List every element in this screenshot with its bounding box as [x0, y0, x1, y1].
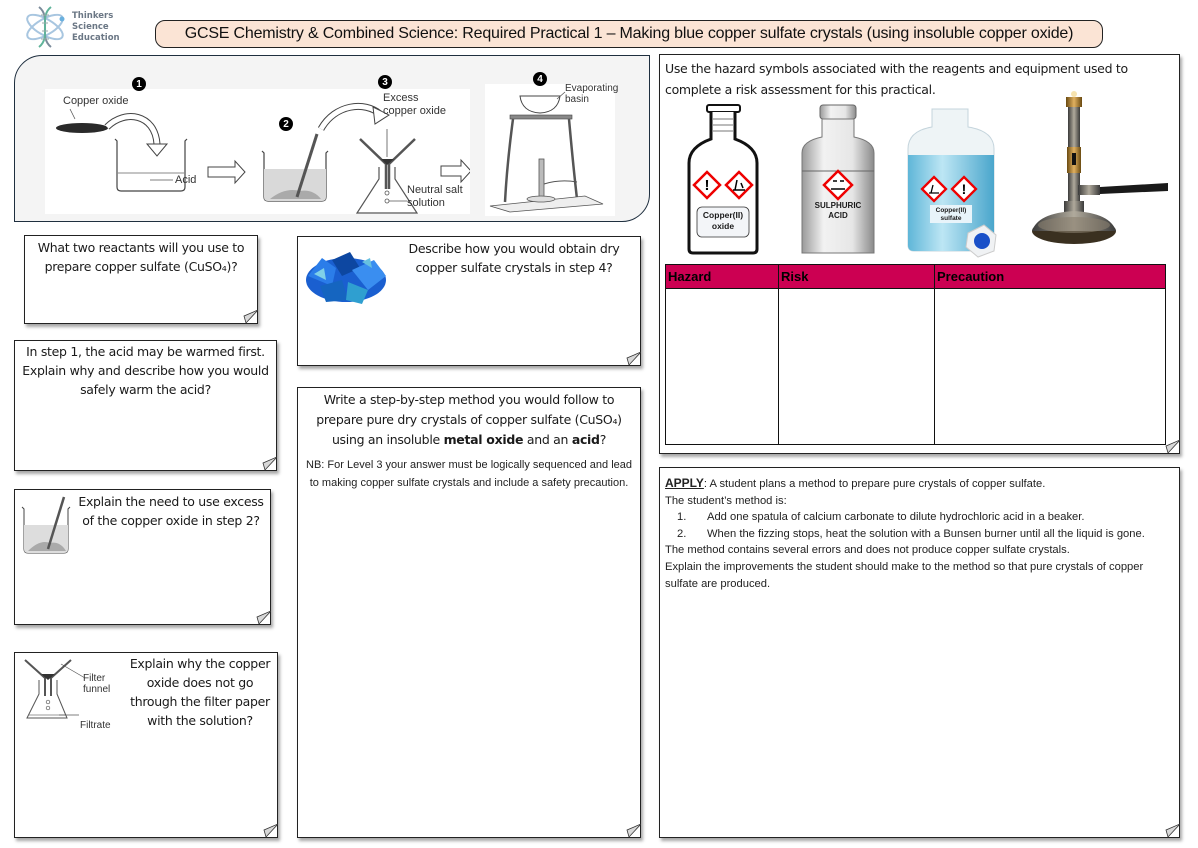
- step-3-badge: 3: [378, 75, 392, 89]
- label-copper-oxide: Copper oxide: [63, 95, 129, 107]
- question-method: Write a step-by-step method you would follow to prepare pure dry crystals of copper sulfate (CuSO₄) using an insoluble metal oxide and an acid?: [316, 392, 622, 447]
- student-method-list: [665, 509, 1175, 542]
- column-header-precaution: Precaution: [935, 265, 1166, 289]
- question-card-reactants: [24, 235, 258, 324]
- label-basin-2: basin: [565, 94, 589, 105]
- apply-question-panel: [659, 467, 1180, 838]
- diagram-step-4: [485, 73, 619, 216]
- evaporation-apparatus: [485, 84, 615, 216]
- question-filter: Explain why the copper oxide does not go through the filter paper with the solution?: [129, 656, 271, 728]
- sulphuric-acid-bottle: [798, 103, 878, 255]
- label-filter-funnel-2: funnel: [83, 684, 111, 695]
- answer-area-apply[interactable]: [660, 608, 1179, 837]
- emphasis-metal-oxide: metal oxide: [443, 432, 524, 447]
- answer-area-filter[interactable]: [15, 738, 277, 837]
- answer-area-method[interactable]: [298, 518, 640, 837]
- page-curl-icon: [1162, 436, 1180, 454]
- question-warm-acid: In step 1, the acid may be warmed first. Explain why and describe how you would safely warm the acid?: [22, 344, 269, 397]
- column-header-risk: Risk: [779, 265, 935, 289]
- question-card-excess: [14, 489, 271, 625]
- bunsen-burner: [1030, 91, 1170, 257]
- method-diagram-panel: [14, 55, 650, 222]
- hazard-instructions: Use the hazard symbols associated with the reagents and equipment used to complete a risk assessment for this practical.: [665, 61, 1128, 97]
- hazard-cell[interactable]: [666, 289, 779, 445]
- apply-label: APPLY: [665, 476, 704, 490]
- list-item: 2. When the fizzing stops, heat the solution with a Bunsen burner until all the liquid is gone.: [677, 527, 1145, 540]
- label-filter-funnel-1: Filter: [83, 673, 106, 684]
- step-4-badge: 4: [533, 72, 547, 86]
- label-acid: Acid: [175, 174, 197, 186]
- beaker-stirring-image: [20, 495, 72, 555]
- apply-question: [665, 475, 1175, 592]
- copper-sulfate-bottle: [906, 105, 1006, 260]
- logo: [22, 3, 132, 51]
- emphasis-acid: acid: [571, 432, 600, 447]
- level-3-note: NB: For Level 3 your answer must be logically sequenced and lead to making copper sulfate crystals and include a safety precaution.: [306, 459, 632, 489]
- question-dry-crystals: Describe how you would obtain dry copper sulfate crystals in step 4?: [408, 241, 620, 275]
- errors-statement: The method contains several errors and does not produce copper sulfate crystals.: [665, 544, 1070, 557]
- label-excess-2: copper oxide: [383, 105, 446, 117]
- page-title: GCSE Chemistry & Combined Science: Required Practical 1 – Making blue copper sulfate crystals (using insoluble copper oxide): [155, 20, 1103, 48]
- label-basin-1: Evaporating: [565, 83, 619, 94]
- label-excess-1: Excess: [383, 92, 419, 104]
- question-reactants: What two reactants will you use to prepare copper sulfate (CuSO₄)?: [37, 240, 245, 274]
- column-header-hazard: Hazard: [666, 265, 779, 289]
- label-neutral-1: Neutral salt: [407, 184, 463, 196]
- answer-area-excess[interactable]: [15, 562, 270, 624]
- label-neutral-2: solution: [407, 197, 445, 209]
- risk-assessment-table: [665, 264, 1166, 445]
- answer-area-dry-crystals[interactable]: [298, 287, 640, 365]
- table-row: [666, 289, 1166, 445]
- copper-oxide-bottle: [687, 103, 759, 255]
- risk-assessment-panel: [659, 54, 1180, 454]
- logo-line-3: Education: [72, 32, 120, 43]
- step-2-badge: 2: [279, 117, 293, 131]
- sulphuric-acid-label: SULPHURIC ACID: [814, 201, 862, 220]
- question-excess: Explain the need to use excess of the copper oxide in step 2?: [78, 494, 264, 528]
- answer-area-warm-acid[interactable]: [15, 403, 276, 470]
- copper-oxide-label: Copper(II) oxide: [702, 210, 744, 231]
- step-1-badge: 1: [132, 77, 146, 91]
- precaution-cell[interactable]: [935, 289, 1166, 445]
- question-card-filter: [14, 652, 278, 838]
- risk-cell[interactable]: [779, 289, 935, 445]
- question-card-warm-acid: [14, 340, 277, 471]
- question-card-method: [297, 387, 641, 838]
- copper-sulfate-label: Copper(II) sulfate: [935, 207, 967, 222]
- label-filtrate: Filtrate: [80, 720, 111, 731]
- svg-text:!: !: [704, 177, 710, 194]
- svg-text:!: !: [961, 181, 967, 197]
- diagram-steps-1-3: [45, 76, 470, 214]
- question-card-dry-crystals: [297, 236, 641, 366]
- logo-line-1: Thinkers: [72, 10, 114, 21]
- improvement-task: Explain the improvements the student should make to the method so that pure crystals of copper sulfate are produced.: [665, 560, 1144, 590]
- dna-atom-icon: [22, 3, 68, 51]
- method-intro: The student’s method is:: [665, 494, 787, 507]
- apply-intro: APPLY: A student plans a method to prepare pure crystals of copper sulfate.: [665, 476, 1046, 490]
- list-item: 1. Add one spatula of calcium carbonate to dilute hydrochloric acid in a beaker.: [677, 511, 1085, 524]
- answer-area-reactants[interactable]: [25, 281, 257, 323]
- logo-line-2: Science: [72, 21, 109, 32]
